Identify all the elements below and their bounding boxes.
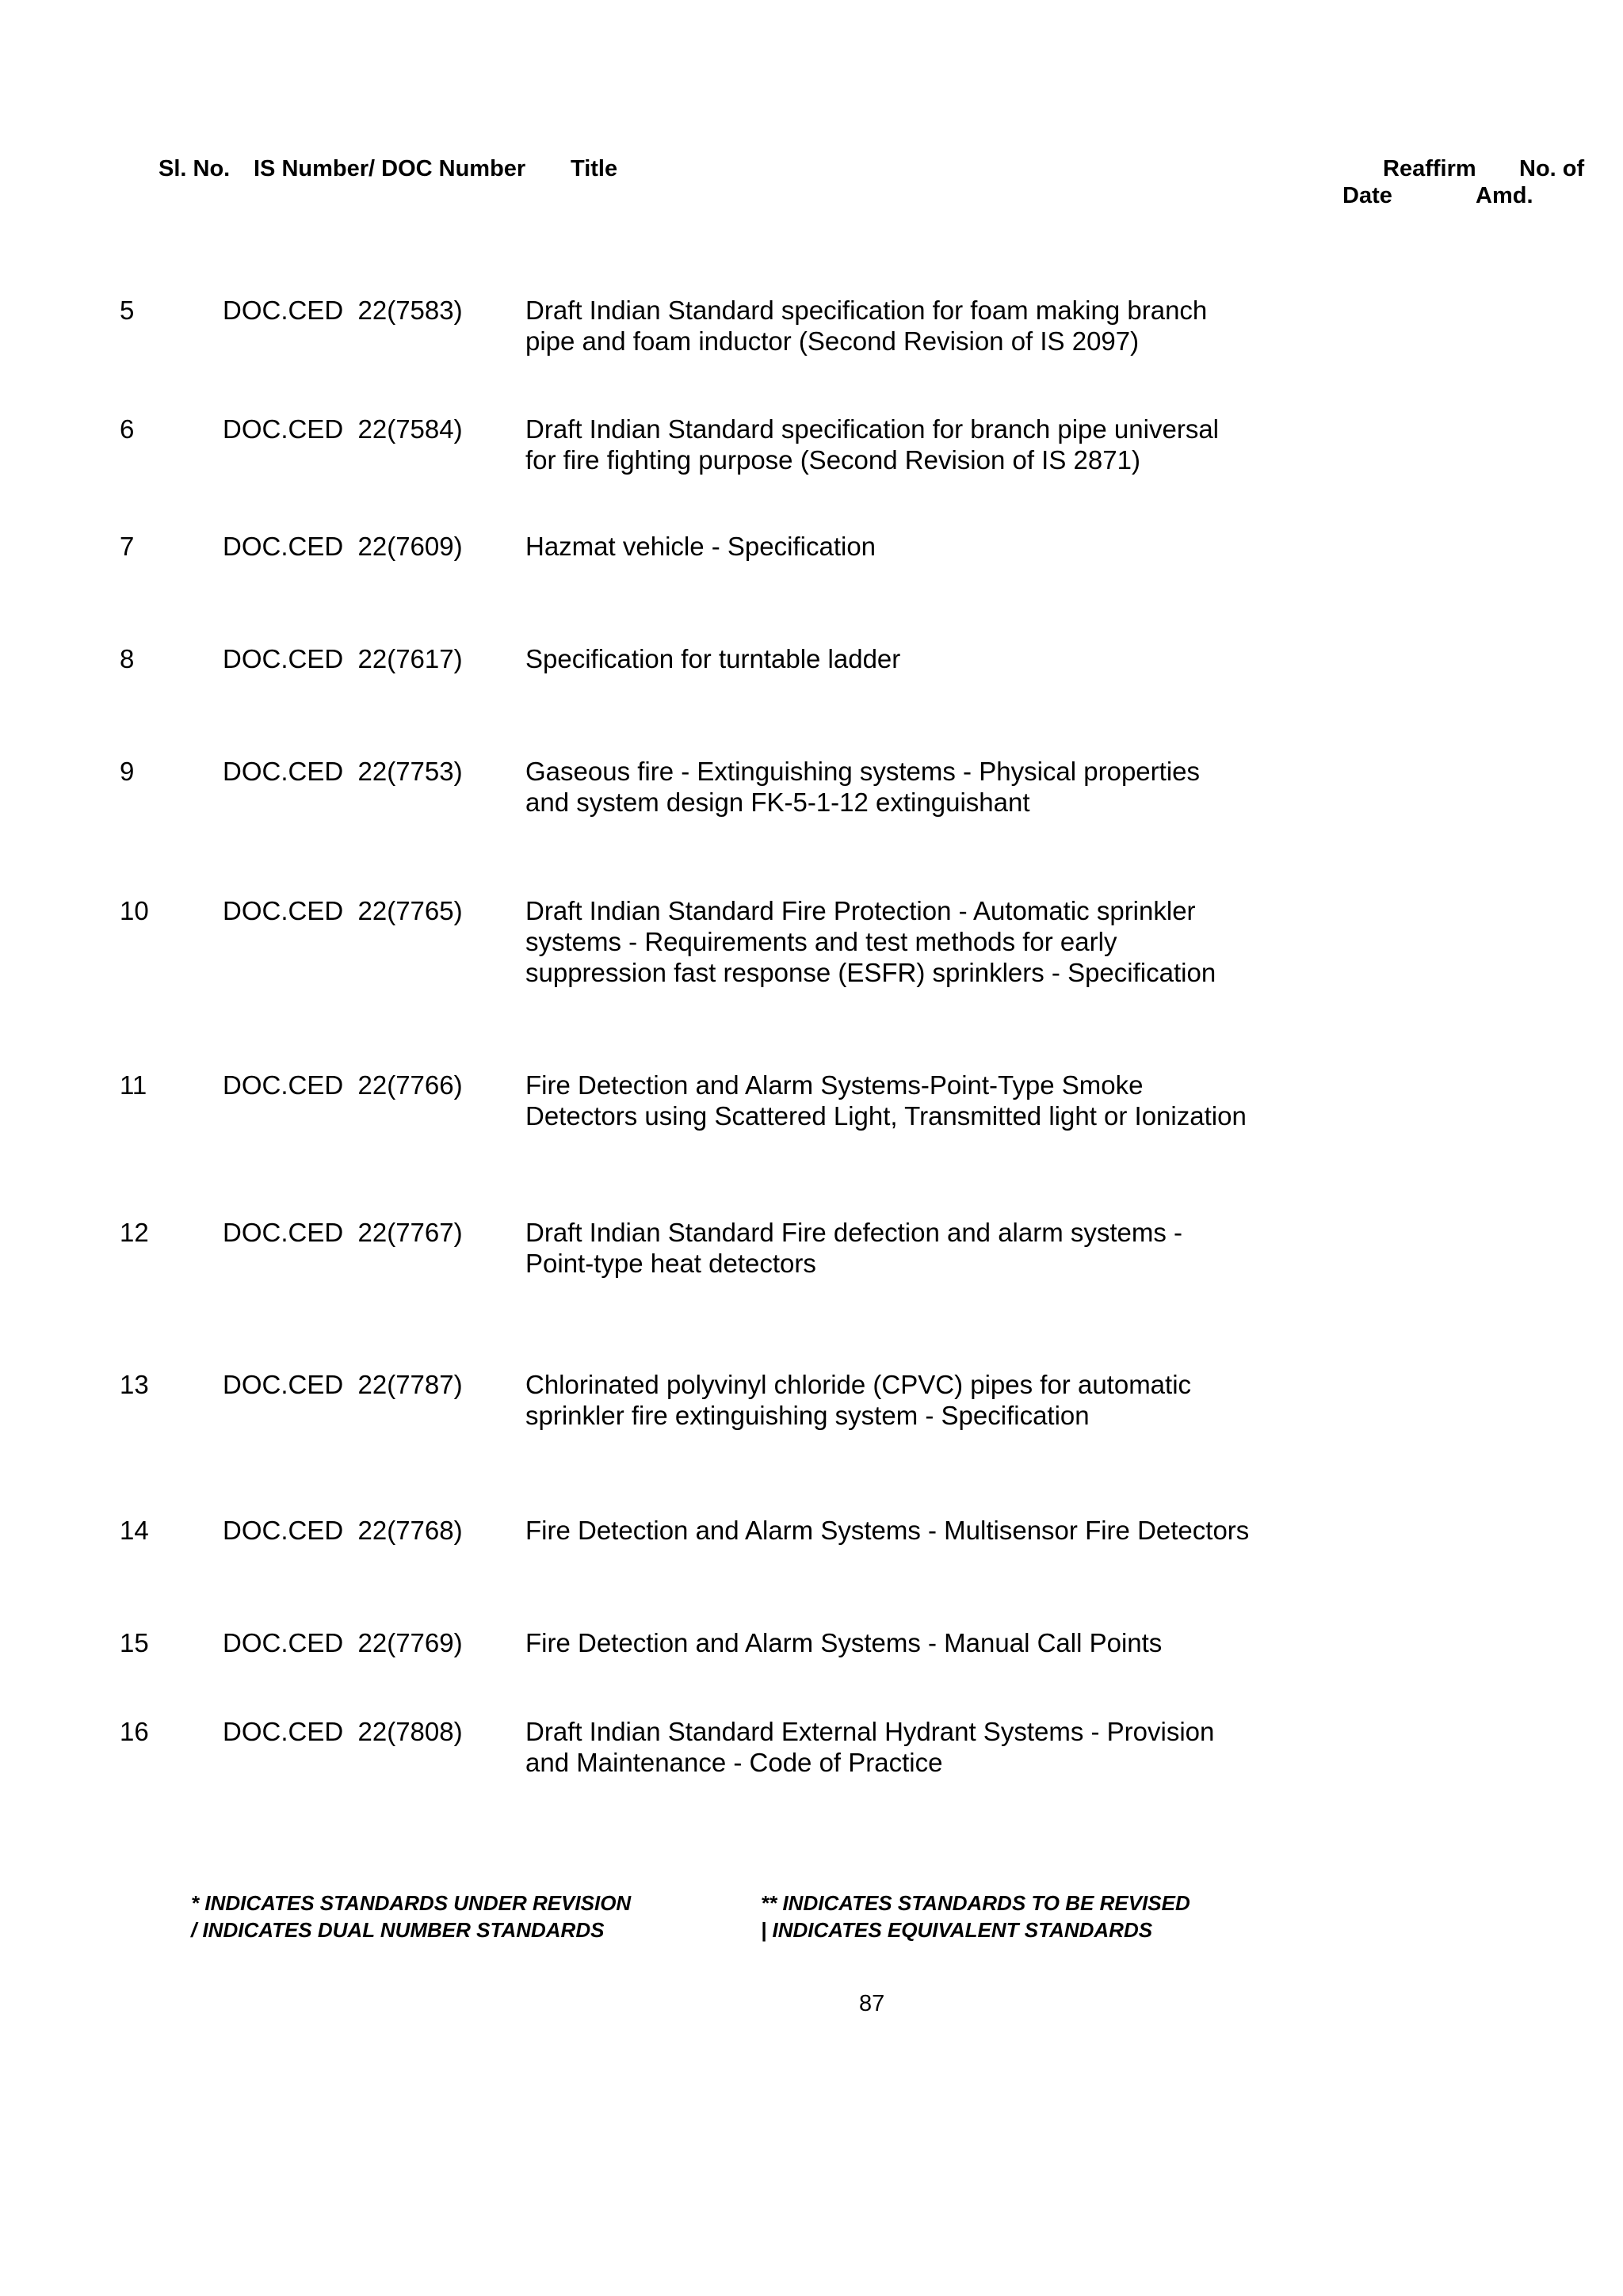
title-cell [525,531,1302,562]
title-line: pipe and foam inductor (Second Revision of IS 2097) [525,326,1140,356]
sl-no-cell: 14 [120,1516,149,1545]
sl-no-cell: 11 [120,1070,147,1100]
sl-no-cell: 8 [120,644,135,673]
doc-number-cell: DOC.CED 22(7787) [223,1370,463,1399]
title-line: and Maintenance - Code of Practice [525,1748,943,1777]
title-line: Detectors using Scattered Light, Transmitted light or Ionization [525,1101,1247,1131]
title-line: Chlorinated polyvinyl chloride (CPVC) pipes for automatic [525,1370,1192,1399]
title-line: sprinkler fire extinguishing system - Specification [525,1401,1090,1430]
title-line: suppression fast response (ESFR) sprinklers - Specification [525,958,1216,987]
doc-number-cell: DOC.CED 22(7609) [223,532,463,561]
doc-number-cell: DOC.CED 22(7765) [223,896,463,925]
doc-number-cell: DOC.CED 22(7584) [223,414,463,444]
title-line: Draft Indian Standard specification for foam making branch [525,296,1208,325]
header-amd: Amd. [1476,183,1533,208]
header-reaffirm: Reaffirm [1383,156,1476,181]
title-line: Fire Detection and Alarm Systems - Multisensor Fire Detectors [525,1516,1250,1545]
sl-no-cell: 9 [120,757,135,786]
title-line: Draft Indian Standard Fire defection and alarm systems - [525,1218,1183,1247]
sl-no-cell: 6 [120,414,135,444]
legend-equivalent: | INDICATES EQUIVALENT STANDARDS [761,1918,1153,1942]
header-date: Date [1342,183,1392,208]
title-cell [525,1070,1302,1131]
doc-number-cell: DOC.CED 22(7766) [223,1070,463,1100]
title-line: Point-type heat detectors [525,1249,816,1278]
title-cell [525,1627,1302,1658]
sl-no-cell: 12 [120,1218,149,1247]
title-cell [525,643,1302,674]
doc-number-cell: DOC.CED 22(7767) [223,1218,463,1247]
sl-no-cell: 16 [120,1717,149,1746]
page-number: 87 [859,1991,885,2016]
title-line: Gaseous fire - Extinguishing systems - Physical properties [525,757,1201,786]
doc-number-cell: DOC.CED 22(7753) [223,757,463,786]
legend-under-revision: * INDICATES STANDARDS UNDER REVISION [191,1891,632,1915]
title-line: for fire fighting purpose (Second Revision of IS 2871) [525,445,1140,475]
title-line: Draft Indian Standard Fire Protection - Automatic sprinkler [525,896,1196,925]
title-cell [525,1217,1302,1279]
sl-no-cell: 13 [120,1370,149,1399]
title-cell [525,295,1302,357]
legend-to-be-revised: ** INDICATES STANDARDS TO BE REVISED [761,1891,1190,1915]
header-is-number: IS Number/ DOC Number [254,156,526,181]
title-cell [525,1716,1302,1778]
title-line: Draft Indian Standard External Hydrant Systems - Provision [525,1717,1215,1746]
sl-no-cell: 15 [120,1628,149,1657]
title-line: Fire Detection and Alarm Systems - Manual Call Points [525,1628,1163,1657]
title-cell [525,414,1302,475]
title-line: Fire Detection and Alarm Systems-Point-Type Smoke [525,1070,1144,1100]
title-line: and system design FK-5-1-12 extinguishant [525,788,1030,817]
title-cell [525,1515,1302,1546]
doc-number-cell: DOC.CED 22(7617) [223,644,463,673]
sl-no-cell: 7 [120,532,135,561]
header-title: Title [571,156,618,181]
header-no-of: No. of [1519,156,1585,181]
doc-number-cell: DOC.CED 22(7583) [223,296,463,325]
title-line: Draft Indian Standard specification for branch pipe universal [525,414,1219,444]
title-cell [525,756,1302,818]
title-line: Hazmat vehicle - Specification [525,532,876,561]
sl-no-cell: 10 [120,896,149,925]
title-line: Specification for turntable ladder [525,644,901,673]
sl-no-cell: 5 [120,296,135,325]
legend-dual-number: / INDICATES DUAL NUMBER STANDARDS [191,1918,605,1942]
title-cell [525,1369,1302,1431]
title-cell [525,895,1302,988]
header-sl-no: Sl. No. [158,156,231,181]
title-line: systems - Requirements and test methods for early [525,927,1117,956]
doc-number-cell: DOC.CED 22(7768) [223,1516,463,1545]
doc-number-cell: DOC.CED 22(7769) [223,1628,463,1657]
doc-number-cell: DOC.CED 22(7808) [223,1717,463,1746]
